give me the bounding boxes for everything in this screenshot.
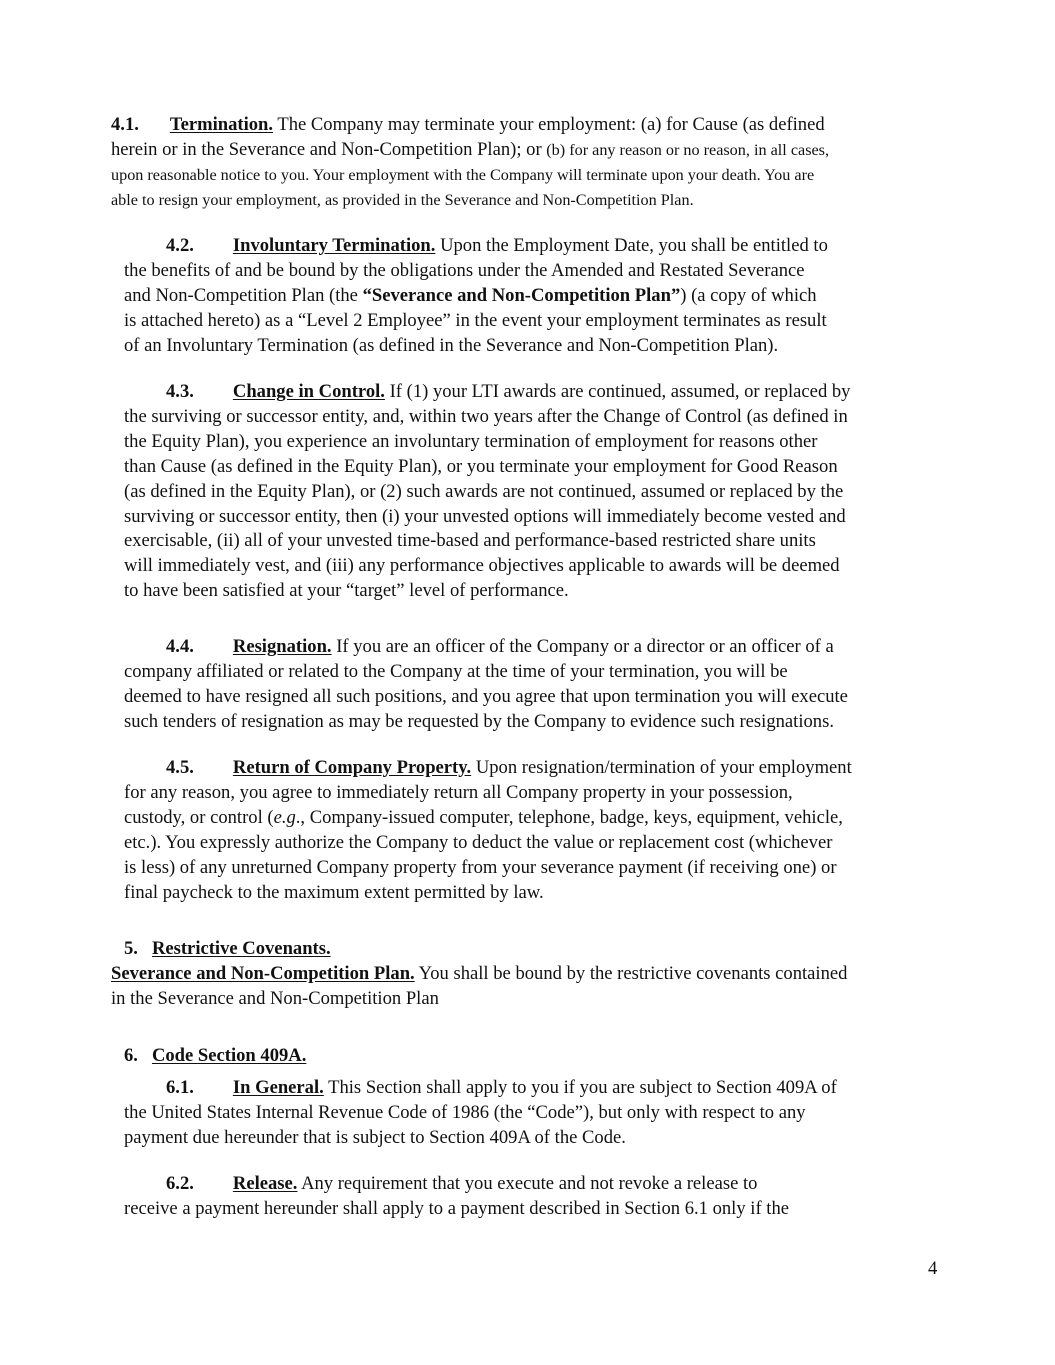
section-6-heading [124,1045,306,1067]
section-4-1-line-1 [111,114,825,136]
section-number: 6. [124,1045,138,1066]
section-4-4-line-1 [166,636,834,658]
paragraph-text: The Company may terminate your employment: (a) for Cause (as defined [277,114,825,135]
section-number: 6.2. [166,1173,194,1194]
section-title: Involuntary Termination. [232,235,436,256]
section-5-line-2: in the Severance and Non-Competition Plan [111,988,439,1009]
paragraph-text: You shall be bound by the restrictive covenants contained [418,963,848,984]
section-title: Code Section 409A. [151,1045,307,1066]
section-number: 4.4. [166,636,194,657]
page-number: 4 [928,1258,938,1279]
section-number: 6.1. [166,1077,194,1098]
section-4-5-line-1 [166,757,852,779]
italic-abbrev: e.g [273,807,296,828]
section-6-2-line-1 [166,1173,757,1195]
section-4-5-line-3 [124,807,843,829]
section-4-4-line-4: such tenders of resignation as may be requested by the Company to evidence such resignations. [124,711,834,732]
section-4-5-line-6: final paycheck to the maximum extent permitted by law. [124,882,544,903]
paragraph-text: ) (a copy of which [680,285,817,306]
section-5-line-1 [111,963,847,985]
section-number: 4.5. [166,757,194,778]
section-4-5-line-4: etc.). You expressly authorize the Company to deduct the value or replacement cost (whichever [124,832,833,853]
section-title: Resignation. [232,636,332,657]
defined-term: “Severance and Non-Competition Plan” [362,285,681,306]
section-4-1-line-2 [111,139,829,161]
section-4-4-line-2: company affiliated or related to the Company at the time of your termination, you will be [124,661,788,682]
paragraph-text: If you are an officer of the Company or a director or an officer of a [336,636,834,657]
section-number: 4.1. [111,114,139,135]
paragraph-text: (b) for any reason or no reason, in all cases, [546,141,830,159]
section-title: Return of Company Property. [232,757,472,778]
section-6-1-line-3: payment due hereunder that is subject to Section 409A of the Code. [124,1127,626,1148]
section-4-3-line-9: to have been satisfied at your “target” level of performance. [124,580,569,601]
section-title: In General. [232,1077,324,1098]
section-4-2-line-1 [166,235,828,257]
section-4-3-line-8: will immediately vest, and (iii) any performance objectives applicable to awards will be deemed [124,555,840,576]
section-title: Release. [232,1173,298,1194]
paragraph-text: This Section shall apply to you if you are subject to Section 409A of [328,1077,837,1098]
paragraph-text: and Non-Competition Plan (the [124,285,358,306]
section-4-2-line-4: is attached hereto) as a “Level 2 Employee” in the event your employment terminates as result [124,310,827,331]
section-4-1-line-3: upon reasonable notice to you. Your employment with the Company will terminate upon your death. You are [111,166,815,184]
section-6-1-line-1 [166,1077,837,1099]
section-4-1-line-4: able to resign your employment, as provided in the Severance and Non-Competition Plan. [111,191,694,209]
section-4-3-line-6: surviving or successor entity, then (i) your unvested options will immediately become vested and [124,506,846,527]
section-number: 4.2. [166,235,194,256]
section-number: 5. [124,938,138,959]
section-4-3-line-3: the Equity Plan), you experience an involuntary termination of employment for reasons other [124,431,818,452]
paragraph-text: If (1) your LTI awards are continued, assumed, or replaced by [389,381,851,402]
section-title: Termination. [169,114,274,135]
section-4-3-line-5: (as defined in the Equity Plan), or (2) such awards are not continued, assumed or replaced by the [124,481,844,502]
paragraph-text: Upon the Employment Date, you shall be entitled to [440,235,828,256]
section-4-5-line-2: for any reason, you agree to immediately return all Company property in your possession, [124,782,793,803]
section-6-2-line-2: receive a payment hereunder shall apply to a payment described in Section 6.1 only if the [124,1198,790,1219]
subsection-title: Severance and Non-Competition Plan. [111,963,415,984]
section-6-1-line-2: the United States Internal Revenue Code of 1986 (the “Code”), but only with respect to any [124,1102,806,1123]
paragraph-text: Upon resignation/termination of your employment [475,757,852,778]
section-title: Change in Control. [232,381,385,402]
section-4-2-line-5: of an Involuntary Termination (as defined in the Severance and Non-Competition Plan). [124,335,779,356]
section-4-2-line-2: the benefits of and be bound by the obligations under the Amended and Restated Severance [124,260,805,281]
section-4-3-line-2: the surviving or successor entity, and, within two years after the Change of Control (as defined in [124,406,848,427]
paragraph-text: custody, or control ( [124,807,274,828]
section-4-3-line-1 [166,381,850,403]
section-4-4-line-3: deemed to have resigned all such positions, and you agree that upon termination you will execute [124,686,848,707]
section-5-heading [124,938,331,960]
section-number: 4.3. [166,381,194,402]
section-4-5-line-5: is less) of any unreturned Company property from your severance payment (if receiving one) or [124,857,837,878]
section-4-3-line-7: exercisable, (ii) all of your unvested time-based and performance-based restricted share units [124,530,816,551]
section-4-2-line-3 [124,285,817,307]
paragraph-text: herein or in the Severance and Non-Competition Plan); or [111,139,542,160]
section-title: Restrictive Covenants. [151,938,331,959]
paragraph-text: Any requirement that you execute and not revoke a release to [301,1173,758,1194]
paragraph-text: ., Company-issued computer, telephone, badge, keys, equipment, vehicle, [295,807,843,828]
section-4-3-line-4: than Cause (as defined in the Equity Plan), or you terminate your employment for Good Reason [124,456,838,477]
